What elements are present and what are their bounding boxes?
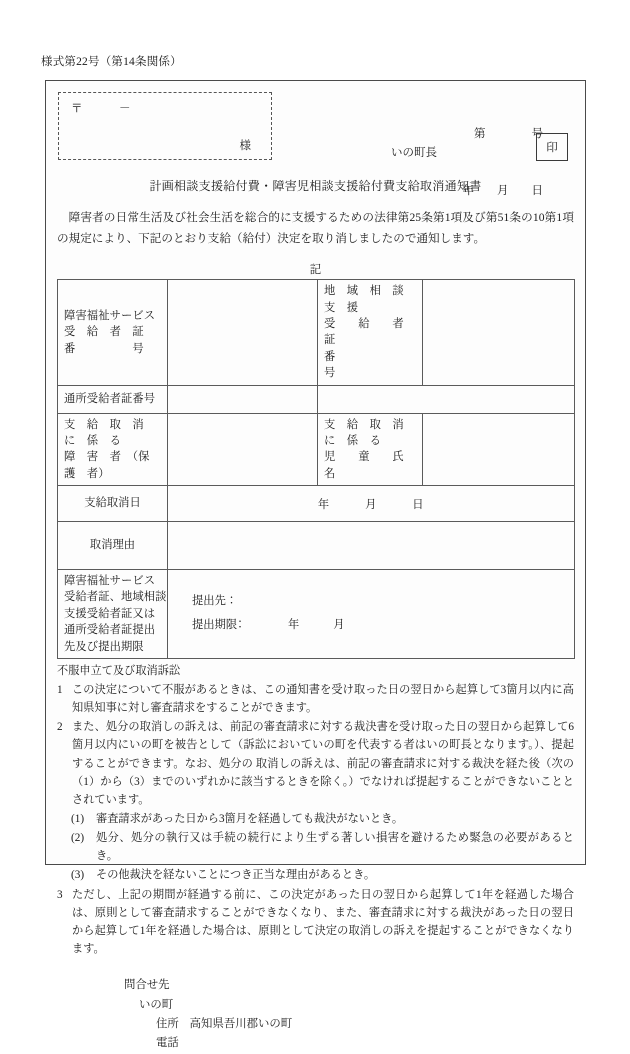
notice-sub-item-text: 処分、処分の執行又は手続の続行により生ずる著しい損害を避けるため緊急の必要があるとき。 [96, 832, 574, 863]
notice-item-text: また、処分の取消しの訴えは、前記の審査請求に対する裁決書を受け取った日の翌日から起算して6箇月以内にいの町を被告として（訴訟においていの町を代表する者はいの町長となります。）、提起することができます。なお、処分の 取消しの訴えは、前記の審査請求に対する裁決を経た後（次の（1）から（3）までのいずれかに該当するときを除く。）でなければ提起することができないこととされています。 [72, 721, 574, 806]
ki-marker: 記 [309, 264, 322, 277]
label-cancellation-reason: 取消理由 [58, 522, 168, 570]
label-line: 先及び提出期限 [64, 640, 144, 653]
label-line-text: 児 童 氏 名 [324, 451, 427, 480]
contact-phone-label: 電話 [156, 1037, 179, 1050]
issuer-name: いの町長 [391, 147, 437, 159]
notice-item [57, 718, 574, 809]
document-number-block [463, 87, 544, 239]
form-outer-frame [45, 80, 586, 1050]
form-number: 様式第22号（第14条関係） [41, 56, 182, 68]
label-line: 障害福祉サービス [64, 309, 156, 322]
contact-address-row [57, 1015, 574, 1034]
field-submission-destination[interactable]: 提出先： [192, 595, 238, 608]
table-row-persons [58, 413, 575, 486]
label-line [324, 283, 416, 316]
input-welfare-service-cert-cells[interactable] [168, 280, 318, 385]
label-line-text: 支 給 取 消 に 係 る [64, 418, 156, 447]
table-row-receipt-numbers [58, 280, 575, 385]
notice-item-number: 2 [57, 721, 63, 734]
table-row-cancel-date [58, 486, 575, 522]
notice-item [57, 681, 574, 717]
input-cancellation-reason[interactable] [168, 522, 575, 570]
input-disabled-person-name[interactable] [168, 413, 318, 486]
notice-sub-item [57, 866, 574, 884]
label-line [324, 417, 416, 450]
notice-item-number: 3 [57, 888, 63, 901]
label-line-text: 障 害 者 （保 護 者） [64, 451, 161, 480]
field-submission-deadline[interactable]: 提出期限： 年 月 [192, 618, 345, 631]
label-certificate-submission [58, 570, 168, 659]
label-line [64, 449, 161, 482]
input-child-name[interactable] [423, 413, 575, 486]
label-line: 支援受給者証又は [64, 607, 156, 620]
notice-sub-item-text: その他裁決を経ないことにつき正当な理由があるとき。 [96, 869, 376, 882]
addressee-suffix: 様 [239, 140, 251, 152]
appeal-notice-heading: 不服申立て及び取消訴訟 [57, 664, 181, 677]
label-line: 障害福祉サービス [64, 575, 156, 587]
label-line [64, 341, 161, 357]
label-line [324, 449, 427, 482]
label-regional-consult-cert [318, 280, 427, 385]
submission-fields [168, 570, 575, 659]
notice-item-text: ただし、上記の期間が経過する前に、この決定があった日の翌日から起算して1年を経過した場合は、原則として審査請求することができなくなり、また、審査請求に対する裁決があった日の翌日から起算して1年を経過した場合は、原則として決定の取消しの訴えを提起することができなくなります。 [72, 888, 574, 955]
document-number-line: 第 号 [474, 127, 543, 140]
label-line [64, 324, 161, 340]
table-row-submission [58, 570, 575, 659]
notice-item [57, 886, 574, 959]
label-line-text: 番 号 [64, 342, 144, 355]
label-line [64, 417, 161, 450]
form-data-table [57, 279, 575, 659]
label-cancellation-date: 支給取消日 [58, 486, 168, 522]
document-title: 計画相談支援給付費・障害児相談支援給付費支給取消通知書 [149, 179, 482, 193]
label-line: 受給者証、地域相談 [64, 591, 167, 604]
seal-stamp-box: 印 [536, 133, 568, 161]
zip-code-field: 〒 － [71, 103, 131, 115]
label-child-name [318, 413, 427, 486]
label-line-text: 受 給 者 証 [64, 326, 144, 339]
label-line [324, 349, 416, 382]
notice-sub-item [57, 829, 574, 865]
document-date-line: 年 月 日 [462, 184, 543, 197]
contact-address-label: 住所 [156, 1017, 179, 1030]
label-line-text: 番 号 [324, 350, 416, 380]
input-regional-consult-cert-cells[interactable] [423, 280, 575, 385]
label-welfare-service-cert [58, 280, 168, 385]
appeal-notice-section [57, 662, 574, 1054]
notice-item-number: 1 [57, 684, 63, 697]
notice-sub-item [57, 810, 574, 828]
contact-block [57, 976, 574, 1054]
table-row-cancel-reason [58, 522, 575, 570]
contact-address-value: 高知県吾川郡いの町 [189, 1017, 293, 1030]
label-line-text: 地 域 相 談 支 援 [324, 285, 416, 314]
label-line: 通所受給者証提出 [64, 624, 156, 637]
input-cancellation-date[interactable]: 年 月 日 [168, 486, 575, 522]
label-line [324, 316, 427, 349]
label-line-text: 受 給 者 証 [324, 318, 427, 347]
input-daycare-cert-cells[interactable] [168, 385, 318, 413]
contact-organization: いの町 [139, 998, 174, 1011]
notice-sub-item-text: 審査請求があった日から3箇月を経過しても裁決がないとき。 [96, 813, 404, 825]
label-line-text: 支 給 取 消 に 係 る [324, 418, 416, 447]
contact-heading: 問合せ先 [124, 979, 170, 992]
daycare-cert-blank [318, 385, 575, 413]
notice-sub-item-number: (1) [71, 813, 85, 825]
notice-sub-item-number: (3) [71, 869, 85, 882]
addressee-box [58, 92, 272, 160]
lead-paragraph: 障害者の日常生活及び社会生活を総合的に支援するための法律第25条第1項及び第51条の10第1項の規定により、下記のとおり支給（給付）決定を取り消しましたので通知します。 [57, 211, 574, 245]
table-row-daycare-cert [58, 385, 575, 413]
label-daycare-cert-number: 通所受給者証番号 [58, 385, 168, 413]
notice-sub-item-number: (2) [71, 832, 85, 845]
label-disabled-person [58, 413, 168, 486]
notice-item-text: この決定について不服があるときは、この通知書を受け取った日の翌日から起算して3箇月以内に高知県知事に対し審査請求をすることができます。 [72, 684, 574, 715]
